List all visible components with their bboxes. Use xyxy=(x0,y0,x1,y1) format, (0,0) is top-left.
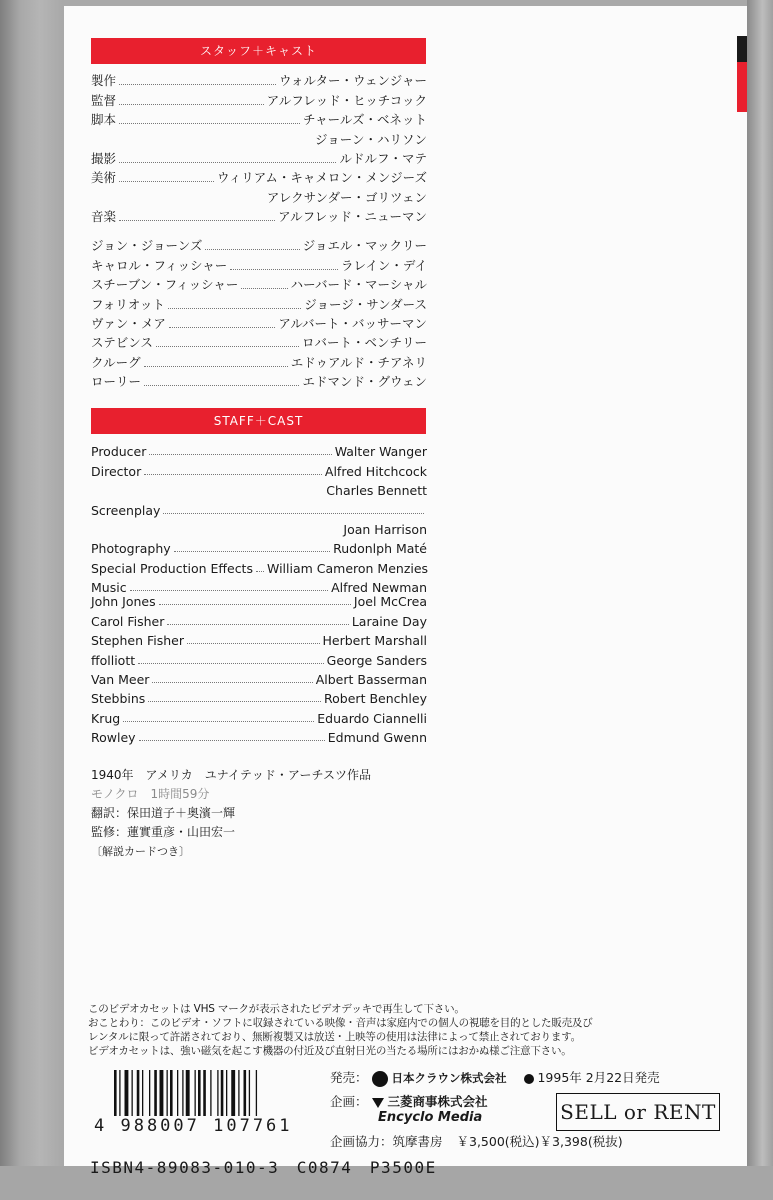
credit-name: Edmund Gwenn xyxy=(327,730,427,746)
planning-name: 三菱商事株式会社 xyxy=(387,1094,488,1109)
credit-name: Herbert Marshall xyxy=(322,633,427,649)
leader-dots xyxy=(174,551,330,552)
planning-label: 企画： xyxy=(330,1094,368,1109)
credit-name: ウィリアム・キャメロン・メンジーズ xyxy=(217,170,427,186)
spine-dark-stripe xyxy=(737,36,747,62)
credit-name: Robert Benchley xyxy=(324,691,427,707)
release-date: 1995年 2月22日発売 xyxy=(537,1070,660,1085)
credit-name: Laraine Day xyxy=(351,613,427,629)
crown-logo-icon xyxy=(372,1071,388,1087)
notice-line: このビデオカセットは VHS マークが表示されたビデオデッキで再生して下さい。 xyxy=(88,1003,465,1015)
credit-role: Screenplay xyxy=(91,502,161,518)
credit-row xyxy=(91,109,427,128)
credit-role: Music xyxy=(91,580,127,596)
credit-row xyxy=(91,706,427,725)
leader-dots xyxy=(144,366,288,367)
credit-role: ローリー xyxy=(91,374,142,390)
credit-role: キャロル・フィッシャー xyxy=(91,257,228,273)
isbn-line: ISBN4-89083-010-3 C0874 P3500E xyxy=(90,1158,437,1177)
credit-name: ルドルフ・マテ xyxy=(339,150,427,166)
credit-role: Photography xyxy=(91,541,171,557)
leader-dots xyxy=(167,624,348,625)
credit-role: Carol Fisher xyxy=(91,613,165,629)
credit-row xyxy=(91,167,427,186)
credit-name: アルバート・バッサーマン xyxy=(278,315,427,331)
credit-row xyxy=(91,293,427,312)
credit-name: チャールズ・ベネット xyxy=(302,112,427,128)
credit-row xyxy=(91,254,427,273)
credit-row xyxy=(91,609,427,628)
credit-name: ハーバード・マーシャル xyxy=(290,277,427,293)
mitsubishi-logo-icon xyxy=(372,1098,384,1108)
barcode-number: 4 988007 107761 xyxy=(94,1116,293,1136)
credit-name: Alfred Newman xyxy=(331,580,427,596)
leader-dots xyxy=(123,721,314,722)
notice-line: おことわり：このビデオ・ソフトに収録されている映像・音声は家庭内での個人の視聴を目的とした販売及び xyxy=(88,1017,593,1029)
credit-row xyxy=(91,371,427,390)
credit-row xyxy=(91,479,427,498)
credit-name: Alfred Hitchcock xyxy=(324,463,427,479)
coop-line xyxy=(330,1132,623,1150)
credit-row xyxy=(91,186,427,205)
credit-row xyxy=(91,648,427,667)
credit-role: ヴァン・メア xyxy=(91,315,166,331)
credit-name: Albert Basserman xyxy=(315,671,427,687)
leader-dots xyxy=(138,663,324,664)
leader-dots xyxy=(148,701,321,702)
card-note: 〔解説カードつき〕 xyxy=(91,845,190,858)
credit-role: ffolliott xyxy=(91,652,136,668)
credit-name: George Sanders xyxy=(326,652,427,668)
credit-name: ジョージ・サンダース xyxy=(304,296,427,312)
production-line: 1940年 アメリカ ユナイテッド・アーチスツ作品 xyxy=(91,768,372,782)
leader-dots xyxy=(144,474,322,475)
credit-role: Stephen Fisher xyxy=(91,633,184,649)
leader-dots xyxy=(159,604,351,605)
en-cast-list xyxy=(91,590,427,745)
usage-notice xyxy=(88,1002,728,1058)
case-edge xyxy=(747,0,773,1200)
credit-row xyxy=(91,148,427,167)
credit-role: 撮影 xyxy=(91,150,117,166)
credit-role: 監督 xyxy=(91,92,117,108)
credit-name: Rudonlph Maté xyxy=(333,541,427,557)
credit-row xyxy=(91,351,427,370)
sales-name: 日本クラウン株式会社 xyxy=(391,1071,507,1085)
credit-row xyxy=(91,668,427,687)
credit-role: 美術 xyxy=(91,170,117,186)
leader-dots xyxy=(168,308,301,309)
credit-name: ウォルター・ウェンジャー xyxy=(279,73,427,89)
credit-row xyxy=(91,89,427,108)
jp-staff-list xyxy=(91,70,427,225)
credit-role: 製作 xyxy=(91,73,117,89)
notice-line: ビデオカセットは、強い磁気を起こす機器の付近及び直射日光の当たる場所にはおかぬ様ご注意下さい。 xyxy=(88,1045,572,1057)
leader-dots xyxy=(256,571,264,572)
runtime-line: モノクロ 1時間59分 xyxy=(91,787,210,801)
supervision-line: 監修：蓮實重彦・山田宏一 xyxy=(91,825,236,839)
price: ￥3,500(税込)￥3,398(税抜) xyxy=(456,1134,623,1149)
credit-row xyxy=(91,687,427,706)
leader-dots xyxy=(205,249,299,250)
credit-role: John Jones xyxy=(91,594,156,610)
credit-name: Charles Bennett xyxy=(326,483,427,499)
credit-name: アルフレッド・ヒッチコック xyxy=(266,92,427,108)
credit-role: ジョン・ジョーンズ xyxy=(91,238,203,254)
leader-dots xyxy=(163,513,424,514)
notice-line: レンタルに限って許諾されており、無断複製又は放送・上映等の使用は法律によって禁止されております。 xyxy=(88,1031,581,1043)
leader-dots xyxy=(156,346,299,347)
credit-role: Krug xyxy=(91,710,121,726)
translation-line: 翻訳：保田道子＋奥濱一輝 xyxy=(91,806,236,820)
credit-name: ロバート・ベンチリー xyxy=(301,335,427,351)
credit-row xyxy=(91,206,427,225)
credit-row xyxy=(91,274,427,293)
jp-cast-list xyxy=(91,235,427,390)
leader-dots xyxy=(230,269,338,270)
leader-dots xyxy=(144,385,299,386)
credit-name: アルフレッド・ニューマン xyxy=(278,209,427,225)
release-dot-icon xyxy=(524,1074,534,1084)
coop-label: 企画協力： xyxy=(330,1134,393,1149)
credit-role: Rowley xyxy=(91,730,136,746)
credit-row xyxy=(91,332,427,351)
leader-dots xyxy=(119,181,214,182)
credit-role: Director xyxy=(91,463,142,479)
coop-name: 筑摩書房 xyxy=(392,1134,443,1149)
credit-name: Eduardo Ciannelli xyxy=(317,710,427,726)
credit-role: フォリオット xyxy=(91,296,165,312)
credit-name: エドゥアルド・チアネリ xyxy=(290,354,427,370)
credit-role: Van Meer xyxy=(91,671,150,687)
credit-role: Producer xyxy=(91,444,147,460)
credit-name: Joan Harrison xyxy=(343,521,427,537)
planning-line xyxy=(330,1092,488,1110)
credit-role: 音楽 xyxy=(91,209,117,225)
credit-role: ステビンス xyxy=(91,335,153,351)
credit-row xyxy=(91,537,427,556)
leader-dots xyxy=(169,327,275,328)
en-section-header: STAFF＋CAST xyxy=(91,408,426,434)
credit-row xyxy=(91,313,427,332)
credit-row xyxy=(91,518,427,537)
credit-row xyxy=(91,128,427,147)
credit-role: 脚本 xyxy=(91,112,117,128)
credit-row xyxy=(91,70,427,89)
leader-dots xyxy=(152,682,312,683)
en-staff-list xyxy=(91,440,427,595)
credit-row xyxy=(91,590,427,609)
leader-dots xyxy=(187,643,320,644)
credit-name: Joel McCrea xyxy=(353,594,427,610)
credit-role: Stebbins xyxy=(91,691,146,707)
credit-row xyxy=(91,556,427,575)
leader-dots xyxy=(241,288,287,289)
credit-row xyxy=(91,629,427,648)
credit-name: アレクサンダー・ゴリツェン xyxy=(266,189,427,205)
film-info xyxy=(91,766,371,861)
credit-name: Walter Wanger xyxy=(334,444,427,460)
credit-name: William Cameron Menzies xyxy=(266,560,429,576)
leader-dots xyxy=(119,220,275,221)
credit-row xyxy=(91,440,427,459)
credit-row xyxy=(91,235,427,254)
credit-row xyxy=(91,498,427,517)
leader-dots xyxy=(119,84,276,85)
credit-name: ジョエル・マックリー xyxy=(302,238,427,254)
leader-dots xyxy=(119,104,264,105)
planning-brand: Encyclo Media xyxy=(378,1110,483,1125)
credit-role: スチーブン・フィッシャー xyxy=(91,277,239,293)
credit-name: エドマンド・グウェン xyxy=(302,374,427,390)
sell-or-rent-box: SELL or RENT xyxy=(556,1093,720,1131)
leader-dots xyxy=(119,123,300,124)
jp-section-header: スタッフ＋キャスト xyxy=(91,38,426,64)
credit-row xyxy=(91,726,427,745)
sales-label: 発売： xyxy=(330,1070,368,1085)
credit-role: Special Production Effects xyxy=(91,560,253,576)
credit-name: ジョーン・ハリソン xyxy=(314,131,427,147)
leader-dots xyxy=(119,162,336,163)
credit-role: クルーグ xyxy=(91,354,141,370)
credit-name: ラレイン・デイ xyxy=(340,257,427,273)
credit-row xyxy=(91,459,427,478)
leader-dots xyxy=(139,740,325,741)
leader-dots xyxy=(149,454,331,455)
sales-line xyxy=(330,1068,660,1087)
